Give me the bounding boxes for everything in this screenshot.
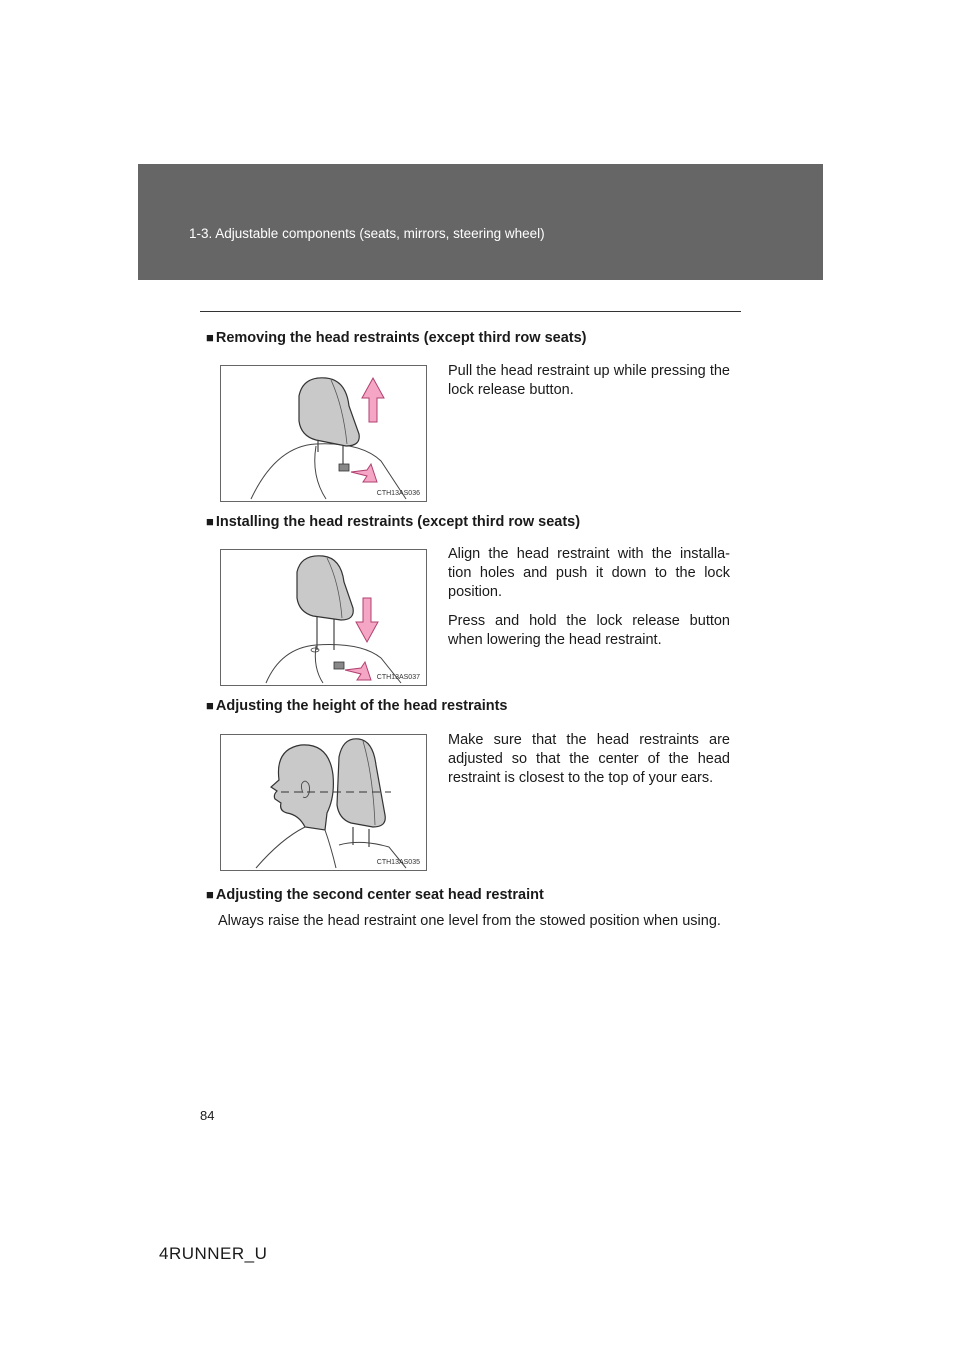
figure-removing bbox=[220, 365, 427, 502]
figure-installing bbox=[220, 549, 427, 686]
footer-model-code: 4RUNNER_U bbox=[159, 1244, 268, 1263]
heading-marker: ■ bbox=[206, 330, 214, 345]
section-title: 1-3. Adjustable components (seats, mirrors, steering wheel) bbox=[189, 226, 545, 241]
heading-marker: ■ bbox=[206, 514, 214, 529]
heading-marker: ■ bbox=[206, 698, 214, 713]
page-number: 84 bbox=[200, 1108, 215, 1123]
heading-removing: ■ Removing the head restraints (except third row seats) bbox=[206, 330, 587, 346]
figure-adjusting-height bbox=[220, 734, 427, 871]
heading-marker: ■ bbox=[206, 887, 214, 902]
heading-adjusting-height: ■ Adjusting the height of the head restraints bbox=[206, 698, 508, 714]
figure-code: CTH13AS036 bbox=[376, 490, 420, 497]
figure-code: CTH13AS037 bbox=[376, 674, 420, 681]
illustration-remove-restraint bbox=[221, 366, 426, 501]
illustration-install-restraint bbox=[221, 550, 426, 685]
description-removing: Pull the head restraint up while pressing the lock release button. bbox=[448, 363, 730, 398]
figure-code: CTH13AS035 bbox=[376, 859, 420, 866]
top-rule bbox=[200, 311, 741, 312]
section-header bbox=[138, 164, 823, 280]
second-center-seat-note: Always raise the head restraint one level from the stowed position when using. bbox=[218, 913, 721, 929]
description-installing: Align the head restraint with the installa- tion holes and push it down to the lock position. Press and hold the lock release button when lowering the head restraint. bbox=[448, 546, 730, 648]
heading-installing: ■ Installing the head restraints (except third row seats) bbox=[206, 514, 581, 530]
heading-second-center-seat: ■ Adjusting the second center seat head restraint bbox=[206, 887, 544, 903]
illustration-head-height bbox=[221, 735, 426, 870]
description-adjusting-height: Make sure that the head restraints are adjusted so that the center of the head restraint is closest to the top of your ears. bbox=[448, 732, 730, 786]
